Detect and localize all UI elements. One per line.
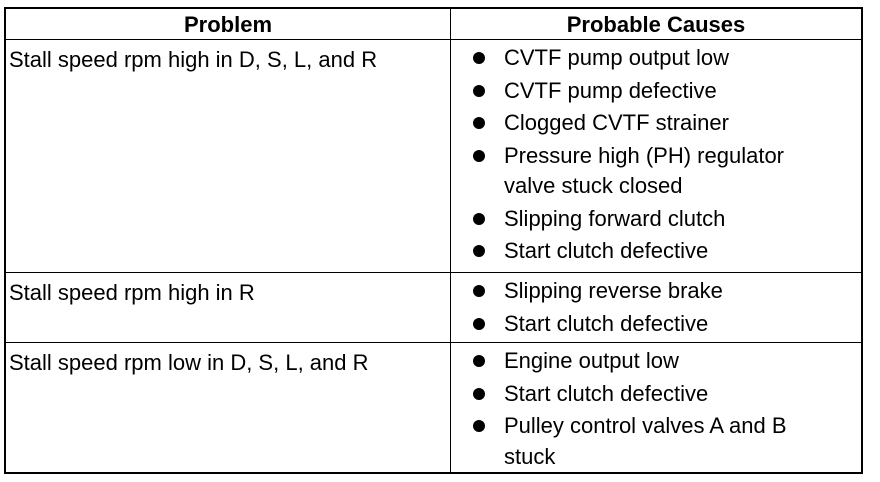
cause-text: Engine output low [504, 348, 679, 373]
cause-item [451, 379, 861, 410]
bullet-icon [473, 388, 485, 400]
cause-text: Slipping forward clutch [504, 205, 726, 231]
bullet-icon [473, 285, 485, 297]
cause-text: CVTF pump output low [504, 45, 729, 70]
cause-text: Start clutch defective [504, 310, 709, 336]
cause-text: Clogged CVTF strainer [504, 110, 729, 135]
header-probable-causes: Probable Causes [450, 9, 861, 40]
causes-list [451, 276, 861, 339]
cause-item [451, 108, 861, 139]
causes-cell [450, 273, 861, 342]
bullet-icon [473, 150, 485, 162]
causes-list [451, 43, 861, 267]
causes-cell [450, 40, 861, 272]
cause-item [451, 309, 861, 340]
troubleshooting-table [4, 7, 863, 474]
bullet-icon [473, 420, 485, 432]
cause-text: CVTF pump defective [504, 77, 717, 103]
bullet-icon [473, 318, 485, 330]
cause-item [451, 76, 861, 107]
cause-text: Start clutch defective [504, 380, 709, 406]
table-row [6, 40, 861, 273]
cause-item [451, 236, 861, 267]
bullet-icon [473, 117, 485, 129]
cause-text: Start clutch defective [504, 238, 709, 263]
problem-cell: Stall speed rpm high in R [9, 280, 255, 305]
header-problem: Problem [6, 9, 450, 40]
cause-text: Pressure high (PH) regulator valve stuck closed [504, 142, 785, 198]
table-row [6, 343, 861, 472]
cause-item [451, 43, 861, 74]
bullet-icon [473, 355, 485, 367]
problem-cell: Stall speed rpm low in D, S, L, and R [9, 350, 369, 375]
cause-text: Pulley control valves A and B stuck [504, 413, 787, 469]
causes-list [451, 346, 861, 472]
bullet-icon [473, 213, 485, 225]
causes-cell [450, 343, 861, 472]
cause-text: Slipping reverse brake [504, 278, 723, 303]
table-row [6, 273, 861, 343]
cause-item [451, 204, 861, 235]
cause-item [451, 276, 861, 307]
cause-item [451, 411, 861, 472]
cause-item [451, 346, 861, 377]
cause-item [451, 141, 861, 202]
bullet-icon [473, 52, 485, 64]
bullet-icon [473, 85, 485, 97]
bullet-icon [473, 245, 485, 257]
problem-cell: Stall speed rpm high in D, S, L, and R [9, 47, 378, 72]
